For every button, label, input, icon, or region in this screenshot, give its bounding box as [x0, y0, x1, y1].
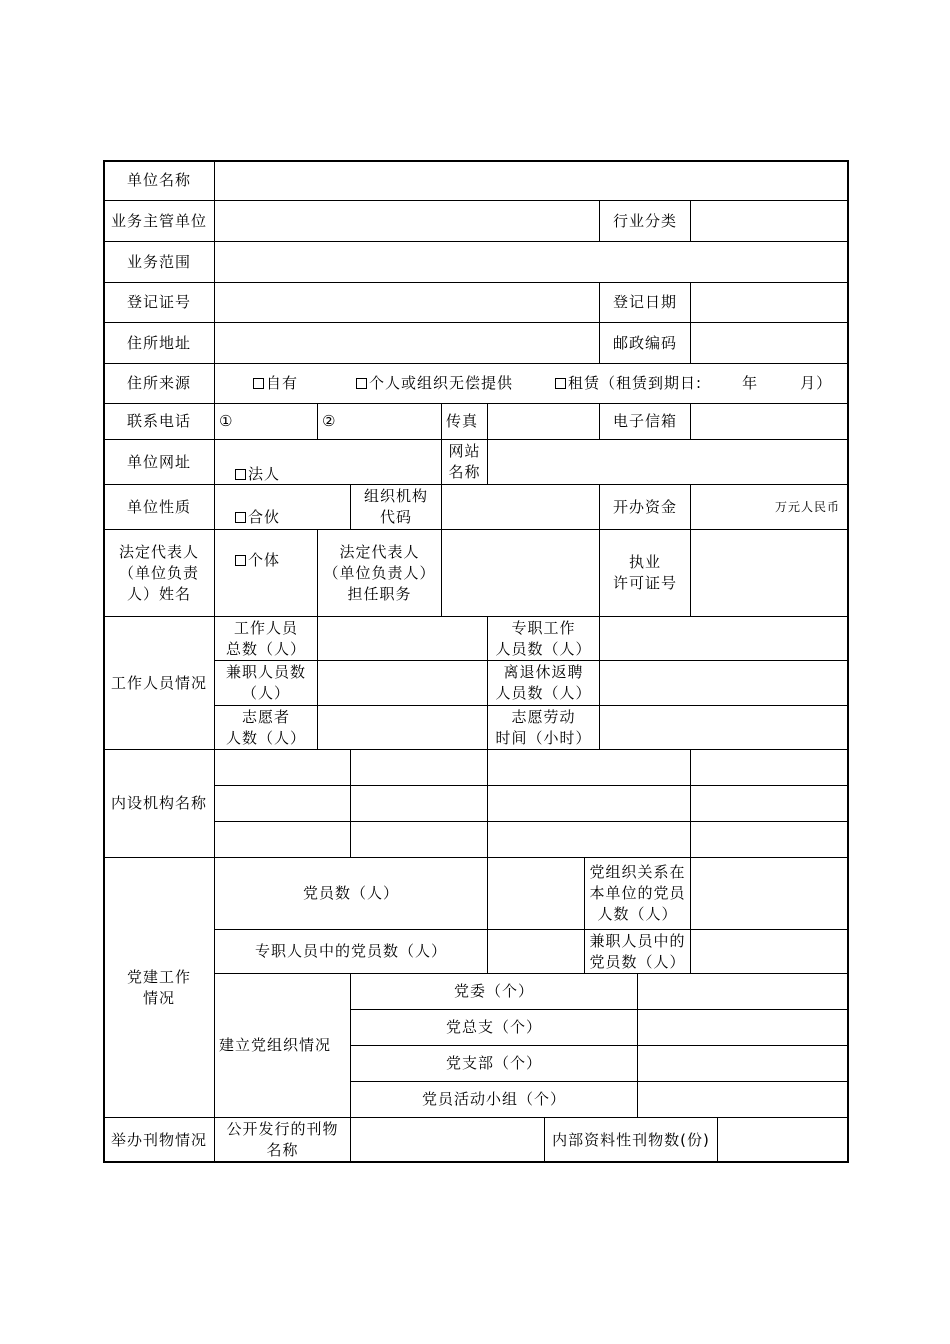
field-legal-rep-post[interactable] [441, 529, 600, 617]
label-lease: 租赁（租赁到期日: [568, 374, 703, 392]
label-own: 自有 [266, 374, 299, 392]
field-legal-rep[interactable] [214, 529, 318, 617]
field-email[interactable] [690, 403, 849, 440]
field-license[interactable] [690, 529, 849, 617]
label-phone: 联系电话 [103, 403, 215, 440]
internal-cell[interactable] [350, 749, 488, 786]
label-legal-rep: 法定代表人 （单位负责 人）姓名 [103, 529, 215, 617]
field-volunteers[interactable] [317, 705, 488, 750]
label-party-group: 党员活动小组（个） [350, 1081, 638, 1118]
field-journal-internal[interactable] [717, 1117, 849, 1163]
label-party-org: 建立党组织情况 [214, 973, 351, 1118]
label-address-source: 住所来源 [103, 363, 215, 404]
label-license: 执业 许可证号 [599, 529, 691, 617]
label-journal-public: 公开发行的刊物 名称 [214, 1117, 351, 1163]
checkbox-partner[interactable] [235, 507, 280, 528]
label-reg-no: 登记证号 [103, 282, 215, 323]
label-address: 住所地址 [103, 322, 215, 364]
field-industry[interactable] [690, 200, 849, 242]
field-staff-fulltime[interactable] [599, 616, 849, 661]
label-free: 个人或组织无偿提供 [369, 374, 514, 392]
internal-cell[interactable] [487, 785, 691, 822]
field-party-parttime[interactable] [690, 929, 849, 974]
field-site-name[interactable] [487, 439, 849, 485]
checkbox-legal-box[interactable] [235, 469, 246, 480]
field-postcode[interactable] [690, 322, 849, 364]
internal-cell[interactable] [690, 821, 849, 858]
field-staff-retired[interactable] [599, 660, 849, 706]
label-staff-parttime: 兼职人员数 （人） [214, 660, 318, 706]
field-org-code[interactable] [441, 484, 600, 530]
label-party-local: 党组织关系在 本单位的党员 人数（人） [584, 857, 691, 930]
label-party-general: 党总支（个） [350, 1009, 638, 1046]
address-source-options [214, 363, 849, 404]
label-staff-total: 工作人员 总数（人） [214, 616, 318, 661]
checkbox-lease[interactable] [555, 373, 702, 394]
internal-cell[interactable] [690, 785, 849, 822]
label-party-members: 党员数（人） [214, 857, 488, 930]
label-internal: 内设机构名称 [103, 749, 215, 858]
label-capital: 开办资金 [599, 484, 691, 530]
label-reg-date: 登记日期 [599, 282, 691, 323]
internal-cell[interactable] [214, 749, 351, 786]
label-staff: 工作人员情况 [103, 616, 215, 750]
field-reg-date[interactable] [690, 282, 849, 323]
field-phone-1[interactable]: ① [214, 403, 318, 440]
field-party-committee[interactable] [637, 973, 849, 1010]
capital-unit: 万元人民币 [774, 499, 840, 514]
label-volunteers: 志愿者 人数（人） [214, 705, 318, 750]
label-journals: 举办刊物情况 [103, 1117, 215, 1163]
field-address[interactable] [214, 322, 600, 364]
field-reg-no[interactable] [214, 282, 600, 323]
field-supervisor[interactable] [214, 200, 600, 242]
field-party-local[interactable] [690, 857, 849, 930]
field-phone-2[interactable]: ② [317, 403, 442, 440]
internal-cell[interactable] [487, 749, 691, 786]
label-site-name: 网站 名称 [441, 439, 488, 485]
internal-cell[interactable] [350, 785, 488, 822]
checkbox-partner-box[interactable] [235, 512, 246, 523]
label-unit-name: 单位名称 [103, 160, 215, 201]
field-party-group[interactable] [637, 1081, 849, 1118]
label-party-branch: 党支部（个） [350, 1045, 638, 1082]
internal-cell[interactable] [350, 821, 488, 858]
checkbox-own[interactable] [253, 373, 298, 394]
label-staff-fulltime: 专职工作 人员数（人） [487, 616, 600, 661]
internal-cell[interactable] [214, 821, 351, 858]
checkbox-legal[interactable] [235, 464, 280, 485]
checkbox-free-box[interactable] [356, 378, 367, 389]
label-party-fulltime: 专职人员中的党员数（人） [214, 929, 488, 974]
field-volunteer-hours[interactable] [599, 705, 849, 750]
label-postcode: 邮政编码 [599, 322, 691, 364]
label-nature: 单位性质 [103, 484, 215, 530]
field-party-branch[interactable] [637, 1045, 849, 1082]
label-month: 月） [800, 374, 833, 392]
label-industry: 行业分类 [599, 200, 691, 242]
label-partner: 合伙 [248, 507, 281, 526]
label-supervisor: 业务主管单位 [103, 200, 215, 242]
label-staff-retired: 离退休返聘 人员数（人） [487, 660, 600, 706]
label-org-code: 组织机构 代码 [350, 484, 442, 530]
checkbox-own-box[interactable] [253, 378, 264, 389]
label-individual: 个体 [248, 550, 281, 569]
field-party-fulltime[interactable] [487, 929, 585, 974]
field-scope[interactable] [214, 241, 849, 283]
checkbox-free[interactable] [356, 373, 513, 394]
label-legal-rep-post: 法定代表人 （单位负责人） 担任职务 [317, 529, 442, 617]
field-staff-total[interactable] [317, 616, 488, 661]
label-email: 电子信箱 [599, 403, 691, 440]
field-staff-parttime[interactable] [317, 660, 488, 706]
label-scope: 业务范围 [103, 241, 215, 283]
label-party-committee: 党委（个） [350, 973, 638, 1010]
field-party-general[interactable] [637, 1009, 849, 1046]
field-journal-public[interactable] [350, 1117, 545, 1163]
checkbox-lease-box[interactable] [555, 378, 566, 389]
field-fax[interactable] [487, 403, 600, 440]
field-unit-name[interactable] [214, 160, 849, 201]
label-year: 年 [742, 374, 759, 392]
label-party: 党建工作 情况 [103, 857, 215, 1118]
label-volunteer-hours: 志愿劳动 时间（小时） [487, 705, 600, 750]
nature-options [214, 464, 351, 569]
label-journal-internal: 内部资料性刊物数(份) [544, 1117, 718, 1163]
label-fax: 传真 [441, 403, 488, 440]
field-party-members[interactable] [487, 857, 585, 930]
internal-cell[interactable] [214, 785, 351, 822]
label-party-parttime: 兼职人员中的 党员数（人） [584, 929, 691, 974]
internal-cell[interactable] [690, 749, 849, 786]
internal-cell[interactable] [487, 821, 691, 858]
field-capital[interactable] [690, 484, 849, 530]
label-legal: 法人 [248, 464, 281, 483]
label-website: 单位网址 [103, 439, 215, 485]
